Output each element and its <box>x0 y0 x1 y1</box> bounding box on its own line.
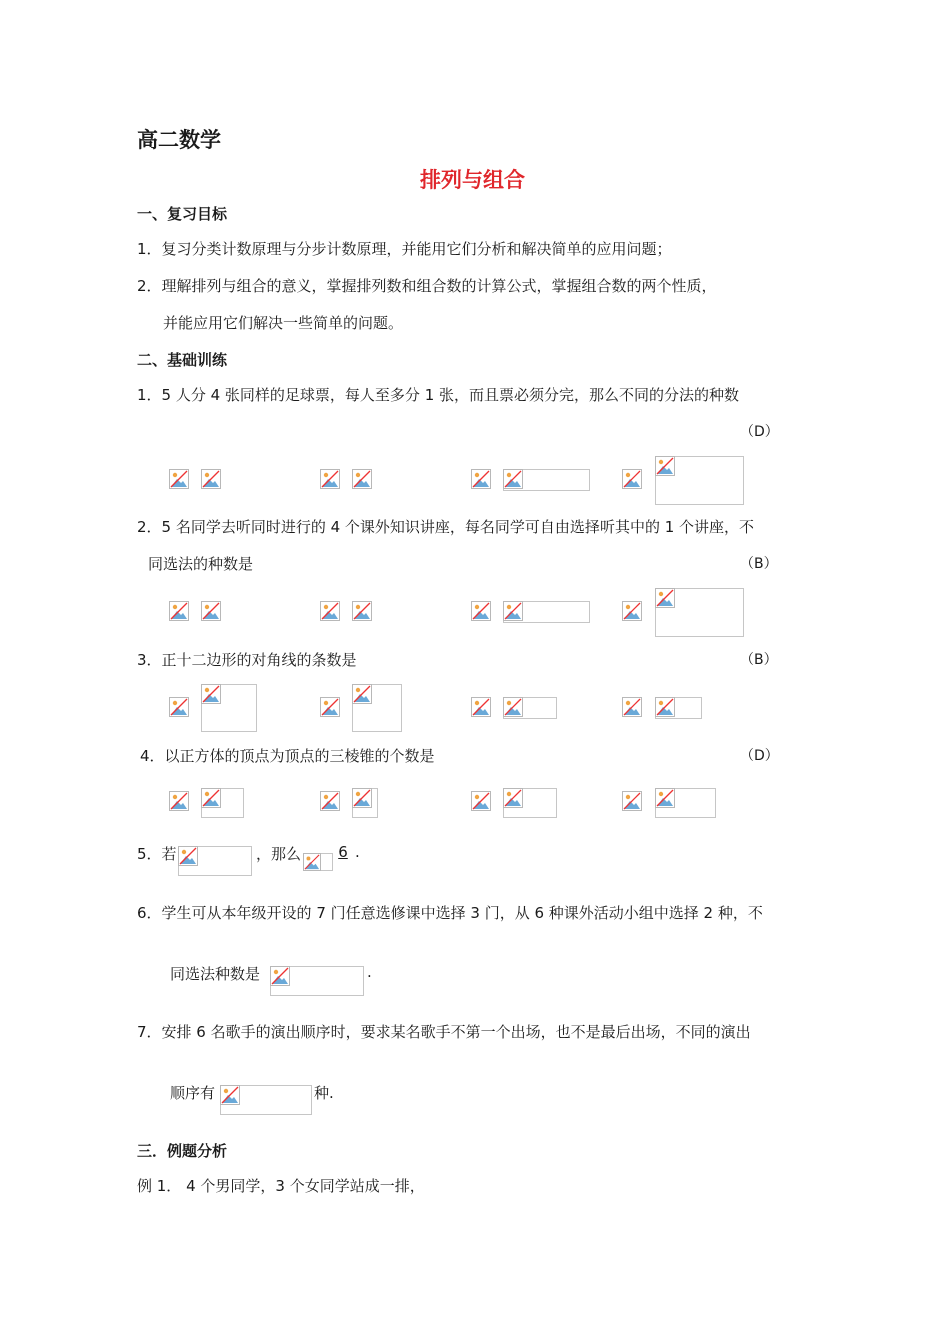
broken-image-icon <box>503 697 523 717</box>
question-7-suffix: 种. <box>314 1084 334 1102</box>
broken-image-icon <box>169 791 189 811</box>
broken-image-icon <box>655 697 675 717</box>
section-heading-example-analysis: 三．例题分析 <box>137 1142 228 1160</box>
broken-image-icon <box>320 601 340 621</box>
question-1-answer: （D） <box>740 424 779 440</box>
broken-image-icon <box>622 791 642 811</box>
question-7-text: 7．安排 6 名歌手的演出顺序时，要求某名歌手不第一个出场，也不是最后出场，不同的演出 <box>137 1023 751 1041</box>
question-4-text: 4．以正方体的顶点为顶点的三棱锥的个数是 <box>140 747 435 765</box>
broken-image-icon <box>303 853 321 871</box>
question-6-text-cont: 同选法种数是 <box>170 965 261 983</box>
broken-image-icon <box>503 601 523 621</box>
broken-image-icon <box>622 697 642 717</box>
broken-image-icon <box>352 684 372 704</box>
section-heading-review-goals: 一、复习目标 <box>137 205 228 223</box>
broken-image-icon <box>169 469 189 489</box>
broken-image-icon <box>655 788 675 808</box>
question-7-text-cont: 顺序有 <box>170 1084 216 1102</box>
broken-image-icon <box>471 601 491 621</box>
broken-image-icon <box>655 588 675 608</box>
broken-image-icon <box>320 697 340 717</box>
broken-image-icon <box>352 469 372 489</box>
question-2-answer: （B） <box>740 556 778 572</box>
broken-image-icon <box>201 684 221 704</box>
question-1-text: 1．5 人分 4 张同样的足球票，每人至多分 1 张，而且票必须分完，那么不同的分法的种数 <box>137 386 740 404</box>
goal-item-2: 2．理解排列与组合的意义，掌握排列数和组合数的计算公式，掌握组合数的两个性质， <box>137 277 717 295</box>
section-heading-basic-training: 二、基础训练 <box>137 351 228 369</box>
question-2-text-cont: 同选法的种数是 <box>148 555 254 573</box>
broken-image-icon <box>320 791 340 811</box>
broken-image-icon <box>178 846 198 866</box>
question-5-prefix: 5．若 <box>137 845 177 863</box>
broken-image-icon <box>471 469 491 489</box>
broken-image-icon <box>220 1085 240 1105</box>
broken-image-icon <box>503 469 523 489</box>
broken-image-icon <box>169 601 189 621</box>
broken-image-icon <box>201 788 221 808</box>
question-4-answer: （D） <box>740 748 779 764</box>
question-5-mid: ，那么 <box>256 845 302 863</box>
question-3-answer: （B） <box>740 652 778 668</box>
broken-image-icon <box>169 697 189 717</box>
example-1-text: 例 1． 4 个男同学，3 个女同学站成一排， <box>137 1177 425 1195</box>
broken-image-icon <box>270 966 290 986</box>
question-2-text: 2．5 名同学去听同时进行的 4 个课外知识讲座，每名同学可自由选择听其中的 1 个讲座，不 <box>137 518 755 536</box>
broken-image-icon <box>201 601 221 621</box>
page-subject: 高二数学 <box>137 128 221 152</box>
goal-item-2-cont: 并能应用它们解决一些简单的问题。 <box>163 314 404 332</box>
broken-image-icon <box>471 697 491 717</box>
question-6-suffix: . <box>367 963 372 981</box>
broken-image-icon <box>503 788 523 808</box>
page-title: 排列与组合 <box>420 168 525 192</box>
broken-image-icon <box>352 788 372 808</box>
broken-image-icon <box>201 469 221 489</box>
broken-image-icon <box>352 601 372 621</box>
question-3-text: 3．正十二边形的对角线的条数是 <box>137 651 357 669</box>
goal-item-1: 1．复习分类计数原理与分步计数原理，并能用它们分析和解决简单的应用问题； <box>137 240 672 258</box>
broken-image-icon <box>320 469 340 489</box>
broken-image-icon <box>655 456 675 476</box>
broken-image-icon <box>622 469 642 489</box>
question-5-answer: 6 <box>338 843 348 861</box>
broken-image-icon <box>622 601 642 621</box>
question-5-suffix: . <box>355 843 360 861</box>
question-6-text: 6．学生可从本年级开设的 7 门任意选修课中选择 3 门，从 6 种课外活动小组中选择 2 种，不 <box>137 904 763 922</box>
broken-image-icon <box>471 791 491 811</box>
